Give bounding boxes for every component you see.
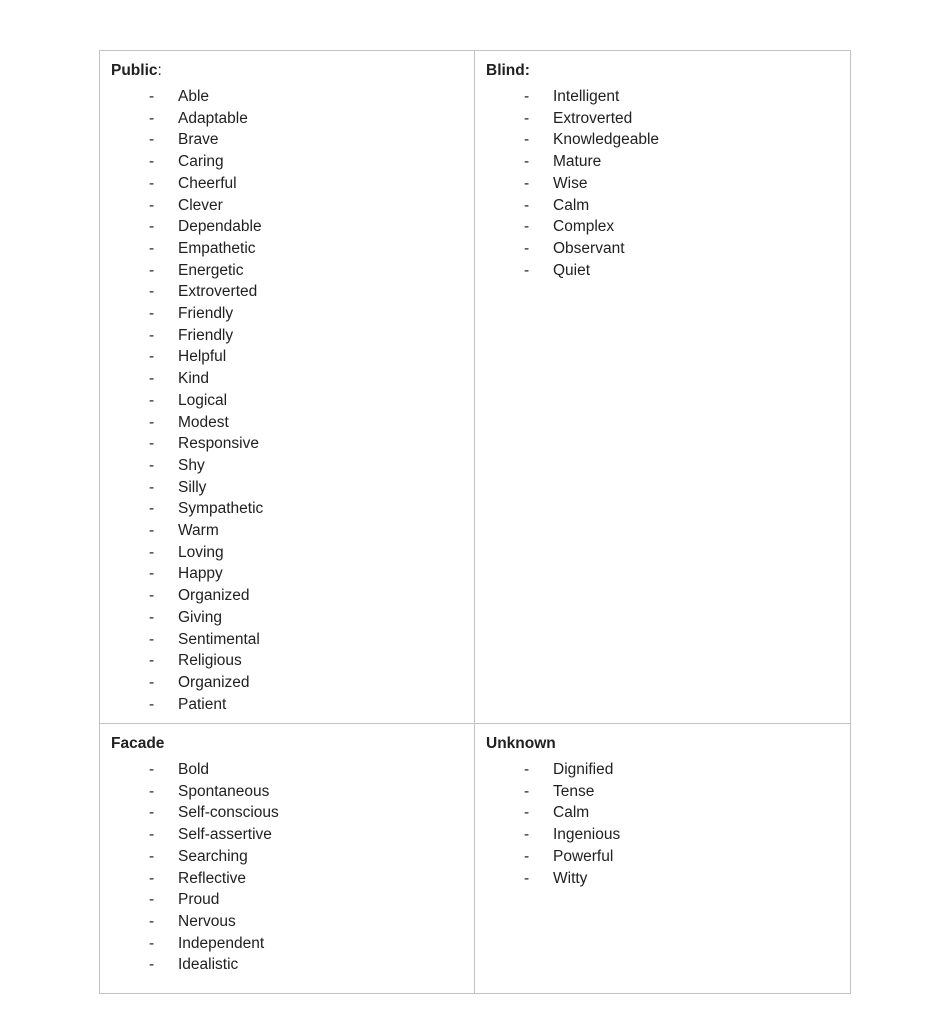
hyphen-bullet: - xyxy=(524,847,530,865)
hyphen-bullet: - xyxy=(149,196,155,214)
trait-label: Mature xyxy=(553,153,602,171)
quadrant-title-text: Facade xyxy=(111,735,165,752)
hyphen-bullet: - xyxy=(149,826,155,844)
trait-list-item xyxy=(149,802,462,824)
facade-trait-list xyxy=(111,759,462,976)
blind-trait-list xyxy=(486,86,838,281)
hyphen-bullet: - xyxy=(149,261,155,279)
trait-list-item xyxy=(524,195,838,217)
trait-list-item xyxy=(149,281,462,303)
trait-list-item xyxy=(149,911,462,933)
trait-list-item xyxy=(149,260,462,282)
hyphen-bullet: - xyxy=(149,695,155,713)
trait-list-item xyxy=(524,260,838,282)
hyphen-bullet: - xyxy=(149,305,155,323)
trait-list-item xyxy=(524,824,838,846)
trait-label: Modest xyxy=(178,413,229,431)
quadrant-title-text: Blind: xyxy=(486,62,530,79)
hyphen-bullet: - xyxy=(524,826,530,844)
hyphen-bullet: - xyxy=(149,869,155,887)
hyphen-bullet: - xyxy=(149,153,155,171)
hyphen-bullet: - xyxy=(149,847,155,865)
trait-label: Searching xyxy=(178,847,248,865)
hyphen-bullet: - xyxy=(149,283,155,301)
trait-label: Nervous xyxy=(178,912,236,930)
hyphen-bullet: - xyxy=(524,869,530,887)
trait-label: Adaptable xyxy=(178,109,248,127)
hyphen-bullet: - xyxy=(149,543,155,561)
trait-label: Dependable xyxy=(178,218,262,236)
trait-label: Tense xyxy=(553,782,595,800)
hyphen-bullet: - xyxy=(149,912,155,930)
trait-label: Patient xyxy=(178,695,227,713)
trait-list-item xyxy=(524,781,838,803)
hyphen-bullet: - xyxy=(149,456,155,474)
hyphen-bullet: - xyxy=(149,761,155,778)
trait-label: Cheerful xyxy=(178,174,237,192)
trait-list-item xyxy=(149,151,462,173)
trait-list-item xyxy=(524,129,838,151)
trait-label: Reflective xyxy=(178,869,247,887)
trait-list-item xyxy=(524,759,838,781)
quadrant-blind-title xyxy=(486,60,838,82)
trait-label: Giving xyxy=(178,608,222,626)
trait-list-item xyxy=(524,846,838,868)
trait-label: Organized xyxy=(178,673,250,691)
trait-label: Warm xyxy=(178,522,219,540)
trait-label: Extroverted xyxy=(178,283,258,301)
quadrant-public xyxy=(100,51,475,724)
trait-list-item xyxy=(149,520,462,542)
trait-list-item xyxy=(149,390,462,412)
johari-window-table xyxy=(99,50,851,994)
trait-list-item xyxy=(524,173,838,195)
trait-list-item xyxy=(149,781,462,803)
trait-label: Happy xyxy=(178,565,223,583)
trait-list-item xyxy=(524,151,838,173)
hyphen-bullet: - xyxy=(524,761,530,778)
trait-label: Spontaneous xyxy=(178,782,270,800)
trait-list-item xyxy=(149,629,462,651)
hyphen-bullet: - xyxy=(524,88,530,105)
trait-label: Empathetic xyxy=(178,239,256,257)
hyphen-bullet: - xyxy=(149,608,155,626)
trait-list-item xyxy=(149,477,462,499)
quadrant-facade-title xyxy=(111,733,462,755)
hyphen-bullet: - xyxy=(149,218,155,236)
unknown-trait-list xyxy=(486,759,838,889)
trait-list-item xyxy=(149,694,462,716)
trait-list-item xyxy=(149,433,462,455)
trait-list-item xyxy=(149,846,462,868)
trait-list-item xyxy=(149,108,462,130)
hyphen-bullet: - xyxy=(524,109,530,127)
public-trait-list xyxy=(111,86,462,715)
quadrant-facade xyxy=(100,724,475,993)
hyphen-bullet: - xyxy=(149,782,155,800)
trait-label: Extroverted xyxy=(553,109,633,127)
trait-list-item xyxy=(149,563,462,585)
trait-list-item xyxy=(149,889,462,911)
trait-label: Complex xyxy=(553,218,615,236)
trait-label: Shy xyxy=(178,456,205,474)
trait-label: Silly xyxy=(178,478,207,496)
trait-list-item xyxy=(149,346,462,368)
trait-list-item xyxy=(149,195,462,217)
hyphen-bullet: - xyxy=(149,956,155,974)
hyphen-bullet: - xyxy=(149,652,155,670)
trait-list-item xyxy=(524,238,838,260)
hyphen-bullet: - xyxy=(149,174,155,192)
trait-label: Loving xyxy=(178,543,224,561)
trait-list-item xyxy=(149,412,462,434)
trait-label: Witty xyxy=(553,869,588,887)
quadrant-unknown-title xyxy=(486,733,838,755)
trait-list-item xyxy=(149,173,462,195)
trait-label: Self-assertive xyxy=(178,826,272,844)
hyphen-bullet: - xyxy=(149,348,155,366)
quadrant-unknown xyxy=(475,724,850,993)
trait-label: Friendly xyxy=(178,326,234,344)
hyphen-bullet: - xyxy=(149,88,155,105)
quadrant-public-title xyxy=(111,60,462,82)
hyphen-bullet: - xyxy=(149,478,155,496)
trait-list-item xyxy=(524,216,838,238)
trait-label: Brave xyxy=(178,131,219,149)
hyphen-bullet: - xyxy=(149,131,155,149)
trait-list-item xyxy=(149,672,462,694)
trait-list-item xyxy=(524,108,838,130)
trait-label: Religious xyxy=(178,652,242,670)
trait-list-item xyxy=(149,86,462,108)
trait-label: Able xyxy=(178,88,210,105)
trait-label: Sentimental xyxy=(178,630,260,648)
trait-list-item xyxy=(149,759,462,781)
trait-list-item xyxy=(524,802,838,824)
hyphen-bullet: - xyxy=(149,370,155,388)
hyphen-bullet: - xyxy=(149,630,155,648)
trait-list-item xyxy=(149,216,462,238)
trait-label: Sympathetic xyxy=(178,500,264,518)
trait-list-item xyxy=(149,824,462,846)
hyphen-bullet: - xyxy=(149,326,155,344)
trait-label: Wise xyxy=(553,174,588,192)
trait-label: Logical xyxy=(178,391,228,409)
hyphen-bullet: - xyxy=(524,174,530,192)
trait-label: Ingenious xyxy=(553,826,621,844)
trait-list-item xyxy=(149,933,462,955)
trait-label: Quiet xyxy=(553,261,591,279)
trait-label: Powerful xyxy=(553,847,614,865)
trait-label: Caring xyxy=(178,153,224,171)
hyphen-bullet: - xyxy=(524,239,530,257)
trait-list-item xyxy=(149,542,462,564)
trait-list-item xyxy=(149,303,462,325)
hyphen-bullet: - xyxy=(524,218,530,236)
trait-list-item xyxy=(149,650,462,672)
hyphen-bullet: - xyxy=(149,804,155,822)
hyphen-bullet: - xyxy=(149,522,155,540)
trait-list-item xyxy=(524,868,838,890)
trait-list-item xyxy=(149,954,462,976)
trait-label: Proud xyxy=(178,891,220,909)
trait-label: Friendly xyxy=(178,305,234,323)
hyphen-bullet: - xyxy=(524,131,530,149)
trait-list-item xyxy=(149,868,462,890)
hyphen-bullet: - xyxy=(149,413,155,431)
trait-label: Clever xyxy=(178,196,223,214)
trait-label: Knowledgeable xyxy=(553,131,660,149)
trait-label: Responsive xyxy=(178,435,259,453)
hyphen-bullet: - xyxy=(524,782,530,800)
trait-label: Independent xyxy=(178,934,265,952)
hyphen-bullet: - xyxy=(149,673,155,691)
hyphen-bullet: - xyxy=(149,435,155,453)
trait-label: Helpful xyxy=(178,348,227,366)
quadrant-title-colon: : xyxy=(157,62,162,79)
trait-label: Calm xyxy=(553,196,590,214)
hyphen-bullet: - xyxy=(149,565,155,583)
trait-label: Observant xyxy=(553,239,625,257)
hyphen-bullet: - xyxy=(524,261,530,279)
trait-label: Calm xyxy=(553,804,590,822)
hyphen-bullet: - xyxy=(524,196,530,214)
trait-list-item xyxy=(149,238,462,260)
hyphen-bullet: - xyxy=(149,934,155,952)
trait-list-item xyxy=(149,368,462,390)
quadrant-title-text: Unknown xyxy=(486,735,556,752)
trait-list-item xyxy=(149,129,462,151)
trait-list-item xyxy=(149,498,462,520)
trait-label: Self-conscious xyxy=(178,804,279,822)
trait-list-item xyxy=(149,325,462,347)
hyphen-bullet: - xyxy=(149,500,155,518)
trait-label: Dignified xyxy=(553,761,614,778)
trait-label: Energetic xyxy=(178,261,244,279)
hyphen-bullet: - xyxy=(149,587,155,605)
quadrant-title-text: Public xyxy=(111,62,158,79)
trait-label: Intelligent xyxy=(553,88,620,105)
trait-list-item xyxy=(149,455,462,477)
hyphen-bullet: - xyxy=(524,153,530,171)
trait-list-item xyxy=(149,607,462,629)
trait-label: Bold xyxy=(178,761,210,778)
hyphen-bullet: - xyxy=(524,804,530,822)
hyphen-bullet: - xyxy=(149,239,155,257)
trait-list-item xyxy=(524,86,838,108)
quadrant-blind xyxy=(475,51,850,724)
hyphen-bullet: - xyxy=(149,391,155,409)
trait-label: Kind xyxy=(178,370,210,388)
hyphen-bullet: - xyxy=(149,891,155,909)
trait-list-item xyxy=(149,585,462,607)
trait-label: Idealistic xyxy=(178,956,239,974)
hyphen-bullet: - xyxy=(149,109,155,127)
trait-label: Organized xyxy=(178,587,250,605)
